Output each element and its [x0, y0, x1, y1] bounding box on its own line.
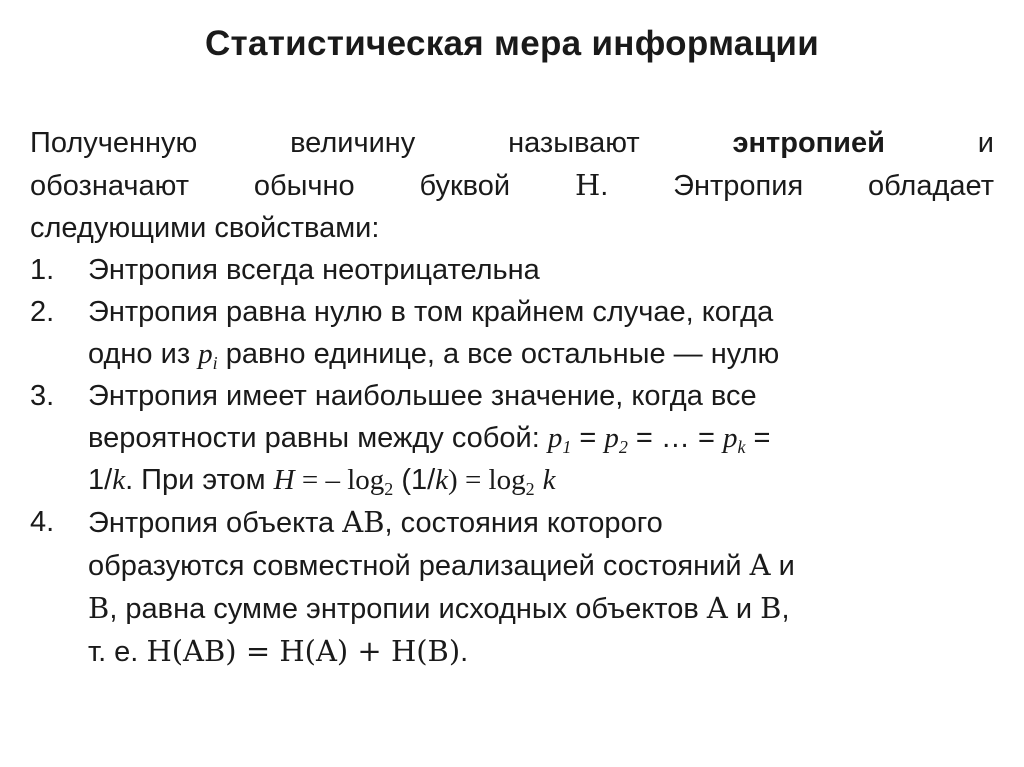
math-symbol: p — [722, 422, 738, 454]
list-text: одно из — [88, 338, 199, 370]
math-expression: H(AB) = H(A) + H(B) — [146, 634, 461, 668]
math-operator: = — [571, 422, 605, 454]
math-subscript: 2 — [384, 479, 394, 499]
intro-paragraph — [30, 122, 994, 249]
properties-list — [30, 249, 994, 673]
list-number: 2. — [30, 296, 55, 328]
math-symbol: AB — [342, 505, 385, 539]
list-text: 1/ — [88, 464, 113, 496]
math-subscript: 2 — [525, 479, 535, 499]
math-symbol: B — [88, 591, 110, 625]
list-item — [30, 249, 994, 291]
math-symbol: A — [706, 591, 728, 625]
list-text: , состояния которого — [384, 507, 663, 539]
math-symbol: p — [604, 422, 619, 454]
intro-line-1 — [30, 122, 994, 164]
intro-text: и — [884, 127, 994, 159]
math-symbol: k — [542, 464, 556, 496]
list-text: т. е. — [88, 636, 147, 668]
list-item — [30, 501, 994, 673]
list-text: вероятности равны между собой: — [88, 422, 548, 454]
math-operator: = — [745, 422, 771, 454]
math-subscript: 2 — [618, 437, 628, 457]
math-symbol: B — [760, 591, 782, 625]
math-subscript: i — [212, 353, 218, 373]
page-title: Статистическая мера информации — [204, 24, 820, 63]
intro-text: Полученную величину называют — [30, 127, 733, 159]
intro-text: . Энтропия обладает — [600, 170, 994, 202]
math-operator — [535, 464, 543, 496]
math-symbol: k — [435, 464, 449, 496]
list-number: 1. — [30, 254, 55, 286]
math-symbol: A — [749, 548, 771, 582]
math-symbol: H — [273, 464, 295, 496]
math-operator: ) = log — [448, 464, 526, 496]
list-item — [30, 291, 994, 375]
math-symbol: p — [547, 422, 563, 454]
list-text: , — [781, 593, 790, 625]
entropy-term: энтропией — [732, 127, 885, 159]
list-text: и — [770, 550, 795, 582]
list-number: 4. — [30, 506, 55, 538]
list-text: Энтропия всегда неотрицательна — [88, 254, 540, 286]
math-operator: = … = — [627, 422, 723, 454]
math-subscript: 1 — [562, 437, 572, 457]
slide-body — [30, 122, 994, 673]
math-operator: (1/ — [393, 464, 436, 496]
list-text: Энтропия объекта — [88, 507, 343, 539]
list-text: образуются совместной реализацией состояний — [88, 550, 750, 582]
list-text: Энтропия равна нулю в том крайнем случае, когда — [88, 296, 774, 328]
math-symbol: k — [112, 464, 126, 496]
intro-line-3: следующими свойствами: — [30, 212, 380, 244]
math-subscript: k — [737, 437, 746, 457]
list-text: . При этом — [125, 464, 274, 496]
math-operator: = – log — [294, 464, 385, 496]
intro-text: обозначают обычно буквой — [30, 170, 575, 202]
list-text: и — [727, 593, 761, 625]
entropy-symbol: H — [574, 168, 601, 202]
list-item — [30, 375, 994, 501]
list-text: Энтропия имеет наибольшее значение, когда все — [88, 380, 757, 412]
intro-line-2 — [30, 164, 994, 207]
list-number: 3. — [30, 380, 55, 412]
list-text: равно единице, а все остальные — нулю — [217, 338, 780, 370]
list-text: , равна сумме энтропии исходных объектов — [109, 593, 707, 625]
list-text: . — [460, 636, 469, 668]
math-symbol: p — [198, 338, 213, 370]
